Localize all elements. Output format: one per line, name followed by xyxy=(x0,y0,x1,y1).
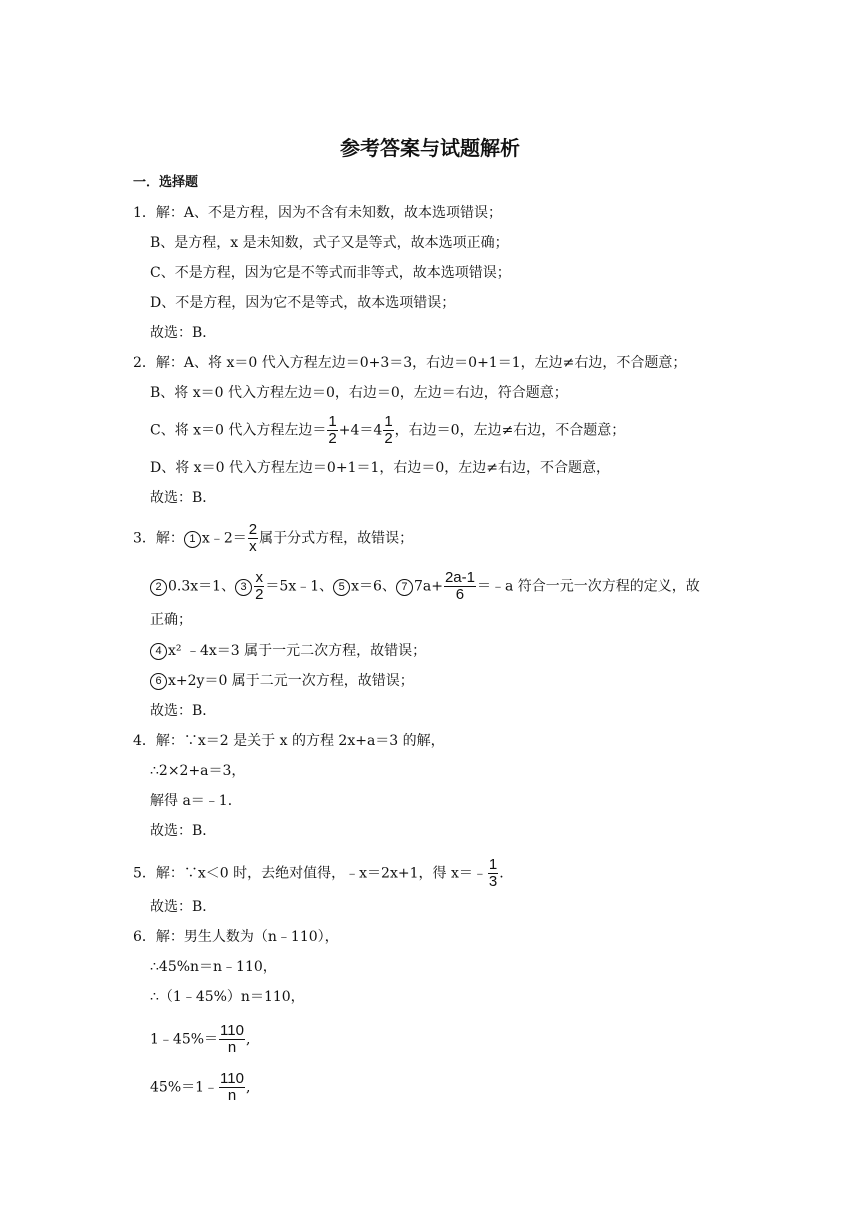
q3-line-2-text-d: 7a+ xyxy=(413,578,443,595)
q6-line-4-text-b: , xyxy=(245,1031,251,1048)
q3-line-2-text-b: ＝5x﹣1、 xyxy=(265,578,334,595)
q6-line-5-text-b: , xyxy=(245,1079,251,1096)
q3-line-1 xyxy=(133,522,413,555)
q3-line-2-text-e: ＝﹣a 符合一元一次方程的定义，故 xyxy=(476,578,700,595)
circled-number: 6 xyxy=(150,673,167,690)
page-title: 参考答案与试题解析 xyxy=(340,136,520,160)
fraction-numerator: 2a-1 xyxy=(444,569,475,586)
q3-line-2 xyxy=(150,570,700,603)
q6-line-5-text-a: 45%＝1﹣ xyxy=(150,1079,219,1096)
fraction xyxy=(327,414,337,447)
fraction-denominator: n xyxy=(227,1039,237,1056)
section-heading: 一．选择题 xyxy=(133,175,199,190)
fraction-denominator: 6 xyxy=(455,586,465,603)
fraction-numerator: 110 xyxy=(220,1070,244,1087)
q6-line-3: ∴（1﹣45%）n＝110， xyxy=(150,989,305,1005)
q2-line-5: 故选：B． xyxy=(150,490,217,506)
q1-line-5: 故选：B． xyxy=(150,325,217,341)
q1-line-3: C、不是方程，因为它是不等式而非等式，故本选项错误； xyxy=(150,265,511,281)
q3-line-1-text-c: 属于分式方程，故错误； xyxy=(259,530,414,547)
circled-number: 2 xyxy=(150,579,167,596)
fraction-denominator: 2 xyxy=(328,430,337,447)
q2-line-4: D、将 x＝0 代入方程左边＝0+1＝1，右边＝0，左边≠右边，不合题意， xyxy=(150,460,611,476)
q3-line-2-text-c: x＝6、 xyxy=(351,578,396,595)
q5-line-1 xyxy=(133,857,504,890)
fraction-numerator: 1 xyxy=(328,413,337,430)
q3-line-6: 故选：B． xyxy=(150,703,217,719)
q2-line-1: 2．解：A、将 x＝0 代入方程左边＝0+3＝3，右边＝0+1＝1，左边≠右边，不合题意； xyxy=(133,355,687,371)
fraction xyxy=(383,414,393,447)
fraction-numerator: 1 xyxy=(384,413,393,430)
q1-line-2: B、是方程，x 是未知数，式子又是等式，故本选项正确； xyxy=(150,235,509,251)
fraction-numerator: 2 xyxy=(248,521,258,538)
fraction xyxy=(219,1023,245,1056)
q4-line-4: 故选：B． xyxy=(150,823,217,839)
fraction xyxy=(488,857,498,890)
q1-line-4: D、不是方程，因为它不是等式，故本选项错误； xyxy=(150,295,456,311)
fraction-denominator: n xyxy=(227,1087,237,1104)
fraction xyxy=(248,522,258,555)
fraction xyxy=(254,570,264,603)
q3-line-3: 正确； xyxy=(150,612,192,628)
q4-line-2: ∴2×2+a＝3， xyxy=(150,763,246,779)
q2-line-2: B、将 x＝0 代入方程左边＝0，右边＝0，左边＝右边，符合题意； xyxy=(150,385,568,401)
circled-number: 7 xyxy=(396,579,413,596)
q2-line-3-text-a: C、将 x＝0 代入方程左边＝ xyxy=(150,422,327,439)
q6-line-5 xyxy=(150,1071,250,1104)
fraction-denominator: 3 xyxy=(488,873,498,890)
q6-line-2: ∴45%n＝n﹣110， xyxy=(150,959,277,975)
q3-line-5-text: x+2y＝0 属于二元一次方程，故错误； xyxy=(168,673,414,689)
circled-number: 1 xyxy=(184,531,201,548)
fraction xyxy=(219,1071,245,1104)
fraction-numerator: 110 xyxy=(220,1022,244,1039)
fraction-numerator: x xyxy=(255,569,263,586)
q5-line-1-text-b: . xyxy=(499,865,504,882)
q2-line-3 xyxy=(150,414,625,447)
q4-line-3: 解得 a＝﹣1． xyxy=(150,793,242,809)
circled-number: 5 xyxy=(333,579,350,596)
fraction-denominator: x xyxy=(249,538,257,555)
q5-line-1-text-a: 5．解：∵x＜0 时，去绝对值得，﹣x＝2x+1，得 x＝﹣ xyxy=(133,865,487,882)
q6-line-4-text-a: 1﹣45%＝ xyxy=(150,1031,219,1048)
q3-line-4 xyxy=(150,641,426,661)
fraction-denominator: 2 xyxy=(384,430,393,447)
q3-line-2-text-a: 0.3x＝1、 xyxy=(168,578,236,595)
q1-line-1: 1．解：A、不是方程，因为不含有未知数，故本选项错误； xyxy=(133,205,503,221)
q2-line-3-text-c: ，右边＝0，左边≠右边，不合题意； xyxy=(394,422,626,439)
q3-line-1-text-b: x﹣2＝ xyxy=(201,530,247,547)
q3-line-1-text-a: 3．解： xyxy=(133,530,184,547)
q4-line-1: 4．解：∵x＝2 是关于 x 的方程 2x+a＝3 的解， xyxy=(133,733,445,749)
circled-number: 4 xyxy=(150,643,167,660)
q6-line-1: 6．解：男生人数为（n﹣110）， xyxy=(133,929,339,945)
q6-line-4 xyxy=(150,1023,250,1056)
fraction xyxy=(444,570,476,603)
q3-line-5 xyxy=(150,671,414,691)
fraction-denominator: 2 xyxy=(255,586,264,603)
q2-line-3-text-b: +4＝4 xyxy=(338,422,383,439)
q3-line-4-text: x² ﹣4x＝3 属于一元二次方程，故错误； xyxy=(168,643,427,659)
fraction-numerator: 1 xyxy=(488,856,498,873)
circled-number: 3 xyxy=(235,579,252,596)
q5-line-2: 故选：B． xyxy=(150,899,217,915)
